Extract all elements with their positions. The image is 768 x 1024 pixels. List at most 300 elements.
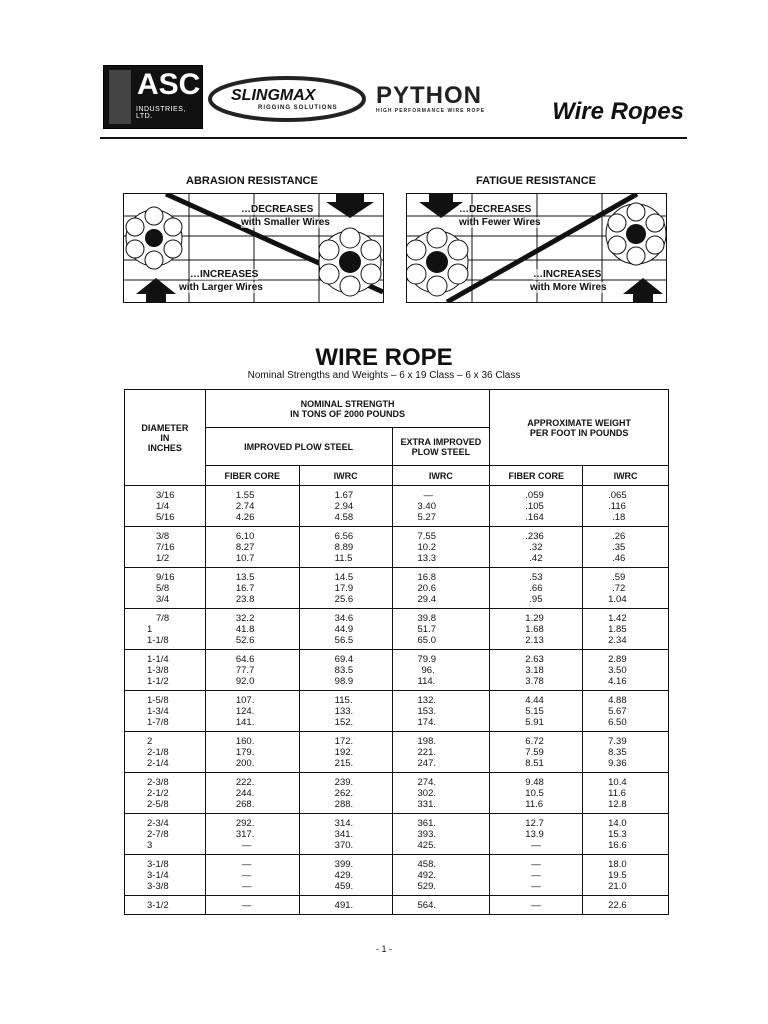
iwrc-header: IWRC <box>299 466 392 486</box>
strength-weight-value: 13.5 <box>235 572 255 583</box>
value-cell <box>490 568 583 609</box>
value-cell <box>299 896 392 915</box>
value-cell <box>299 527 392 568</box>
value-cell <box>205 609 299 650</box>
value-cell <box>299 814 392 855</box>
value-cell <box>205 650 299 691</box>
value-cell <box>392 814 490 855</box>
strength-weight-value: 399. <box>334 859 354 870</box>
diameter-value: 1-3/4 <box>147 706 169 717</box>
strength-weight-value: 9.36 <box>608 758 627 769</box>
strength-weight-value: 274. <box>417 777 436 788</box>
value-cell <box>392 609 490 650</box>
table-row-group <box>125 814 669 855</box>
strength-weight-value: — <box>423 490 433 501</box>
diameter-value: 9/16 <box>156 572 175 583</box>
strength-weight-value: — <box>241 870 252 881</box>
strength-weight-value: 83.5 <box>334 665 354 676</box>
strength-weight-value: 268. <box>235 799 255 810</box>
value-cell <box>583 773 669 814</box>
value-cell <box>299 568 392 609</box>
abrasion-resistance-diagram <box>123 193 384 303</box>
diameter-value: 1/4 <box>156 501 170 512</box>
value-cell <box>205 691 299 732</box>
strength-weight-value: 1.67 <box>334 490 354 501</box>
strength-weight-value: 152. <box>334 717 354 728</box>
diameter-value: 2-5/8 <box>147 799 169 810</box>
strength-weight-value: .32 <box>529 542 543 553</box>
strength-weight-value: .164 <box>525 512 544 523</box>
value-cell <box>583 691 669 732</box>
strength-weight-value: 529. <box>417 881 436 892</box>
value-cell <box>490 486 583 527</box>
few-wires-rope-icon <box>407 228 468 296</box>
strength-weight-value: 16.6 <box>608 840 627 851</box>
strength-weight-value: 200. <box>235 758 255 769</box>
table-row-group <box>125 568 669 609</box>
diameter-value: 3-3/8 <box>147 881 169 892</box>
strength-weight-value: — <box>241 859 252 870</box>
diameter-value: 2-3/4 <box>147 818 169 829</box>
strength-weight-value: 317. <box>235 829 255 840</box>
weight-iwrc-header: IWRC <box>583 466 669 486</box>
strength-weight-value: 11.6 <box>525 799 544 810</box>
strength-weight-value: 7.55 <box>417 531 436 542</box>
diameter-value: 2-3/8 <box>147 777 169 788</box>
asc-logo <box>103 65 203 129</box>
strength-weight-value: 20.6 <box>417 583 436 594</box>
value-cell <box>490 814 583 855</box>
value-cell <box>583 814 669 855</box>
strength-weight-value: 2.34 <box>608 635 627 646</box>
diameter-header: DIAMETER IN INCHES <box>125 390 206 486</box>
diameter-value: 3-1/2 <box>147 900 169 911</box>
diameter-value: 1-1/8 <box>147 635 169 646</box>
strength-weight-value: 56.5 <box>334 635 354 646</box>
value-cell <box>392 650 490 691</box>
strength-weight-value: 132. <box>417 695 436 706</box>
table-subtitle: Nominal Strengths and Weights – 6 x 19 Class – 6 x 36 Class <box>247 370 521 381</box>
strength-weight-value: 314. <box>334 818 354 829</box>
value-cell <box>392 527 490 568</box>
value-cell <box>392 568 490 609</box>
strength-weight-value: 10.4 <box>608 777 627 788</box>
value-cell <box>490 609 583 650</box>
extra-iwrc-header: IWRC <box>392 466 490 486</box>
value-cell <box>205 568 299 609</box>
strength-weight-value: .059 <box>525 490 544 501</box>
strength-weight-value: 6.56 <box>334 531 354 542</box>
diameter-value: 7/8 <box>156 613 170 624</box>
diameter-value: 1-1/4 <box>147 654 169 665</box>
strength-weight-value: .95 <box>529 594 543 605</box>
value-cell <box>583 650 669 691</box>
strength-weight-value: 11.5 <box>334 553 353 564</box>
value-cell <box>299 773 392 814</box>
strength-weight-value: 492. <box>417 870 436 881</box>
strength-weight-value: 292. <box>235 818 255 829</box>
diameter-value: 7/16 <box>156 542 175 553</box>
strength-weight-value: .065 <box>608 490 627 501</box>
table-row-group <box>125 691 669 732</box>
value-cell <box>392 773 490 814</box>
strength-weight-value: 8.51 <box>525 758 544 769</box>
strength-weight-value: .116 <box>608 501 626 512</box>
strength-weight-value: — <box>241 900 252 911</box>
diameter-cell <box>125 486 206 527</box>
table-row-group <box>125 609 669 650</box>
diameter-value: 2-1/2 <box>147 788 169 799</box>
strength-weight-value: 4.26 <box>235 512 255 523</box>
strength-weight-value: 2.63 <box>525 654 544 665</box>
value-cell <box>583 486 669 527</box>
diameter-value: 3/8 <box>156 531 170 542</box>
strength-weight-value: 3.50 <box>608 665 627 676</box>
diameter-value: 1-1/2 <box>147 676 169 687</box>
strength-weight-value: 222. <box>235 777 255 788</box>
value-cell <box>583 527 669 568</box>
strength-weight-value: 14.5 <box>334 572 354 583</box>
strength-weight-value: 124. <box>235 706 255 717</box>
strength-weight-value: 288. <box>334 799 354 810</box>
diameter-value: 3-1/4 <box>147 870 169 881</box>
strength-weight-value: 1.42 <box>608 613 627 624</box>
strength-weight-value: 6.72 <box>525 736 544 747</box>
strength-weight-value: 16.8 <box>417 572 436 583</box>
diameter-value: 2-1/8 <box>147 747 169 758</box>
strength-weight-value: 10.5 <box>525 788 544 799</box>
strength-weight-value: .66 <box>529 583 543 594</box>
strength-weight-value: — <box>241 840 252 851</box>
extra-improved-plow-steel-header: EXTRA IMPROVED PLOW STEEL <box>392 428 490 466</box>
strength-weight-value: 4.44 <box>525 695 544 706</box>
diameter-cell <box>125 691 206 732</box>
strength-weight-value: .59 <box>612 572 626 583</box>
strength-weight-value: 141. <box>235 717 255 728</box>
improved-plow-steel-header: IMPROVED PLOW STEEL <box>205 428 392 466</box>
value-cell <box>205 527 299 568</box>
strength-weight-value: 172. <box>334 736 354 747</box>
diameter-value: 5/8 <box>156 583 170 594</box>
strength-weight-value: 564. <box>417 900 436 911</box>
strength-weight-value: 4.88 <box>608 695 627 706</box>
slingmax-logo <box>207 73 367 123</box>
diameter-cell <box>125 609 206 650</box>
python-logo-subtext: HIGH PERFORMANCE WIRE ROPE <box>376 108 486 114</box>
diameter-value: 3 <box>147 840 153 851</box>
strength-weight-value: .42 <box>529 553 543 564</box>
slingmax-logo-text: SLINGMAX <box>231 87 316 104</box>
up-arrow-icon <box>623 278 663 302</box>
asc-logo-text: ASC <box>137 68 201 101</box>
strength-weight-value: — <box>531 900 541 911</box>
diameter-value: 1-5/8 <box>147 695 169 706</box>
fiber-core-header: FIBER CORE <box>205 466 299 486</box>
strength-weight-value: .46 <box>612 553 626 564</box>
strength-weight-value: 1.85 <box>608 624 627 635</box>
strength-weight-value: 9.48 <box>525 777 544 788</box>
diameter-cell <box>125 814 206 855</box>
value-cell <box>583 855 669 896</box>
strength-weight-value: .105 <box>525 501 544 512</box>
diameter-value: 5/16 <box>156 512 175 523</box>
table-row-group <box>125 732 669 773</box>
diameter-value: 1 <box>147 624 153 635</box>
down-arrow-icon <box>326 194 374 218</box>
strength-weight-value: 29.4 <box>417 594 436 605</box>
strength-weight-value: 244. <box>235 788 255 799</box>
strength-weight-value: 3.78 <box>525 676 544 687</box>
value-cell <box>583 732 669 773</box>
strength-weight-value: 10.7 <box>235 553 255 564</box>
diameter-value: 3/4 <box>156 594 170 605</box>
diameter-value: 3/16 <box>156 490 175 501</box>
strength-weight-value: 153. <box>417 706 436 717</box>
strength-weight-value: 1.29 <box>525 613 544 624</box>
page-title: Wire Ropes <box>552 98 684 125</box>
strength-weight-value: 215. <box>334 758 354 769</box>
header-divider <box>100 137 687 139</box>
strength-weight-value: — <box>241 881 252 892</box>
value-cell <box>205 486 299 527</box>
strength-weight-value: 18.0 <box>608 859 627 870</box>
value-cell <box>583 609 669 650</box>
strength-weight-value: — <box>531 881 541 892</box>
strength-weight-value: 115. <box>334 695 353 706</box>
strength-weight-value: 5.27 <box>417 512 436 523</box>
value-cell <box>490 773 583 814</box>
diameter-value: 2-7/8 <box>147 829 169 840</box>
up-arrow-icon <box>136 278 176 302</box>
table-title: WIRE ROPE <box>315 344 453 371</box>
strength-weight-value: .53 <box>529 572 543 583</box>
python-logo <box>376 82 485 114</box>
strength-weight-value: 341. <box>334 829 354 840</box>
strength-weight-value: 370. <box>334 840 354 851</box>
value-cell <box>392 691 490 732</box>
diameter-cell <box>125 527 206 568</box>
python-logo-text: PYTHON <box>376 82 483 109</box>
strength-weight-value: 7.59 <box>525 747 544 758</box>
value-cell <box>299 650 392 691</box>
strength-weight-value: 198. <box>417 736 436 747</box>
strength-weight-value: 64.6 <box>235 654 255 665</box>
strength-weight-value: 23.8 <box>235 594 255 605</box>
strength-weight-value: 3.40 <box>417 501 436 512</box>
fatigue-increases-subtext: with More Wires <box>530 282 607 293</box>
strength-weight-value: 92.0 <box>235 676 255 687</box>
strength-weight-value: 2.89 <box>608 654 627 665</box>
strength-weight-value: 5.15 <box>525 706 544 717</box>
asc-logo-subtext: INDUSTRIES, LTD. <box>136 106 186 120</box>
diameter-cell <box>125 896 206 915</box>
abrasion-increases-subtext: with Larger Wires <box>179 282 263 293</box>
strength-weight-value: — <box>531 870 541 881</box>
strength-weight-value: 98.9 <box>334 676 354 687</box>
strength-weight-value: 12.7 <box>525 818 544 829</box>
value-cell <box>299 609 392 650</box>
strength-weight-value: 192. <box>334 747 354 758</box>
strength-weight-value: .72 <box>612 583 626 594</box>
strength-weight-value: 34.6 <box>334 613 354 624</box>
strength-weight-value: 4.58 <box>334 512 354 523</box>
strength-weight-value: 13.9 <box>525 829 544 840</box>
value-cell <box>490 732 583 773</box>
strength-weight-value: 1.68 <box>525 624 544 635</box>
strength-weight-value: 39.8 <box>417 613 436 624</box>
strength-weight-value: 302. <box>417 788 436 799</box>
table-row-group <box>125 650 669 691</box>
strength-weight-value: 107. <box>235 695 255 706</box>
value-cell <box>583 896 669 915</box>
table-row-group <box>125 896 669 915</box>
strength-weight-value: 2.13 <box>525 635 544 646</box>
diameter-cell <box>125 568 206 609</box>
wire-rope-table <box>124 389 669 915</box>
diameter-value: 3-1/8 <box>147 859 169 870</box>
strength-weight-value: 4.16 <box>608 676 627 687</box>
strength-weight-value: 52.6 <box>235 635 255 646</box>
down-arrow-icon <box>419 194 463 218</box>
page-number: - 1 - <box>375 944 392 954</box>
strength-weight-value: 361. <box>417 818 436 829</box>
strength-weight-value: 221. <box>417 747 436 758</box>
strength-weight-value: 44.9 <box>334 624 354 635</box>
value-cell <box>490 650 583 691</box>
strength-weight-value: 69.4 <box>334 654 354 665</box>
strength-weight-value: — <box>531 840 541 851</box>
strength-weight-value: 10.2 <box>417 542 436 553</box>
strength-weight-value: 262. <box>334 788 354 799</box>
diameter-value: 1-7/8 <box>147 717 169 728</box>
strength-weight-value: 1.55 <box>235 490 255 501</box>
strength-weight-value: 5.91 <box>525 717 544 728</box>
strength-weight-value: 79.9 <box>417 654 436 665</box>
value-cell <box>392 896 490 915</box>
strength-weight-value: 6.50 <box>608 717 627 728</box>
fatigue-resistance-diagram <box>406 193 667 303</box>
value-cell <box>205 773 299 814</box>
diameter-cell <box>125 732 206 773</box>
strength-weight-value: 8.27 <box>235 542 255 553</box>
strength-weight-value: 429. <box>334 870 354 881</box>
strength-weight-value: 51.7 <box>417 624 436 635</box>
strength-weight-value: 12.8 <box>608 799 627 810</box>
fatigue-resistance-label: FATIGUE RESISTANCE <box>476 175 596 187</box>
strength-weight-value: 2.94 <box>334 501 354 512</box>
value-cell <box>490 896 583 915</box>
diameter-cell <box>125 855 206 896</box>
diameter-cell <box>125 773 206 814</box>
strength-weight-value: 458. <box>417 859 436 870</box>
strength-weight-value: 3.18 <box>525 665 544 676</box>
strength-weight-value: 25.6 <box>334 594 354 605</box>
strength-weight-value: 425. <box>417 840 436 851</box>
strength-weight-value: .236 <box>525 531 544 542</box>
table-row-group <box>125 486 669 527</box>
strength-weight-value: — <box>531 859 541 870</box>
fatigue-decreases-text: …DECREASES <box>459 204 532 215</box>
abrasion-decreases-subtext: with Smaller Wires <box>241 217 330 228</box>
strength-weight-value: 8.89 <box>334 542 354 553</box>
strength-weight-value: 22.6 <box>608 900 627 911</box>
strength-weight-value: 239. <box>334 777 354 788</box>
value-cell <box>299 855 392 896</box>
strength-weight-value: 32.2 <box>235 613 255 624</box>
abrasion-decreases-text: …DECREASES <box>241 204 314 215</box>
value-cell <box>392 486 490 527</box>
value-cell <box>299 732 392 773</box>
nominal-strength-header: NOMINAL STRENGTH IN TONS OF 2000 POUNDS <box>205 390 489 428</box>
strength-weight-value: 11.6 <box>608 788 626 799</box>
strength-weight-value: 41.8 <box>235 624 255 635</box>
strength-weight-value: 160. <box>235 736 255 747</box>
strength-weight-value: 8.35 <box>608 747 627 758</box>
strength-weight-value: 179. <box>235 747 255 758</box>
table-row-group <box>125 773 669 814</box>
diameter-value: 2-1/4 <box>147 758 169 769</box>
diameter-value: 2 <box>147 736 153 747</box>
value-cell <box>583 568 669 609</box>
fatigue-decreases-subtext: with Fewer Wires <box>459 217 541 228</box>
strength-weight-value: 174. <box>417 717 436 728</box>
value-cell <box>205 896 299 915</box>
strength-weight-value: .35 <box>612 542 626 553</box>
strength-weight-value: 17.9 <box>334 583 354 594</box>
strength-weight-value: 21.0 <box>608 881 627 892</box>
strength-weight-value: .18 <box>612 512 626 523</box>
strength-weight-value: 247. <box>417 758 436 769</box>
strength-weight-value: 15.3 <box>608 829 627 840</box>
table-row-group <box>125 527 669 568</box>
strength-weight-value: 13.3 <box>417 553 436 564</box>
table-row-group <box>125 855 669 896</box>
value-cell <box>392 855 490 896</box>
weight-header: APPROXIMATE WEIGHT PER FOOT IN POUNDS <box>490 390 669 466</box>
diameter-value: 1-3/8 <box>147 665 169 676</box>
value-cell <box>205 814 299 855</box>
strength-weight-value: 459. <box>334 881 354 892</box>
strength-weight-value: 393. <box>417 829 436 840</box>
diameter-cell <box>125 650 206 691</box>
weight-fiber-core-header: FIBER CORE <box>490 466 583 486</box>
worker-figure-icon <box>109 70 131 124</box>
strength-weight-value: 16.7 <box>235 583 255 594</box>
fatigue-increases-text: …INCREASES <box>533 269 602 280</box>
strength-weight-value: 114. <box>417 676 436 687</box>
strength-weight-value: 331. <box>417 799 436 810</box>
value-cell <box>299 486 392 527</box>
strength-weight-value: 14.0 <box>608 818 627 829</box>
value-cell <box>299 691 392 732</box>
many-wires-rope-icon <box>606 203 666 265</box>
strength-weight-value: 96. <box>421 665 435 676</box>
strength-weight-value: 491. <box>334 900 354 911</box>
strength-weight-value: 7.39 <box>608 736 627 747</box>
value-cell <box>392 732 490 773</box>
abrasion-increases-text: …INCREASES <box>190 269 259 280</box>
strength-weight-value: .26 <box>612 531 626 542</box>
strength-weight-value: 1.04 <box>608 594 627 605</box>
strength-weight-value: 5.67 <box>608 706 627 717</box>
value-cell <box>490 527 583 568</box>
strength-weight-value: 77.7 <box>235 665 255 676</box>
diameter-value: 1/2 <box>156 553 170 564</box>
strength-weight-value: 19.5 <box>608 870 627 881</box>
value-cell <box>205 855 299 896</box>
value-cell <box>490 855 583 896</box>
value-cell <box>490 691 583 732</box>
